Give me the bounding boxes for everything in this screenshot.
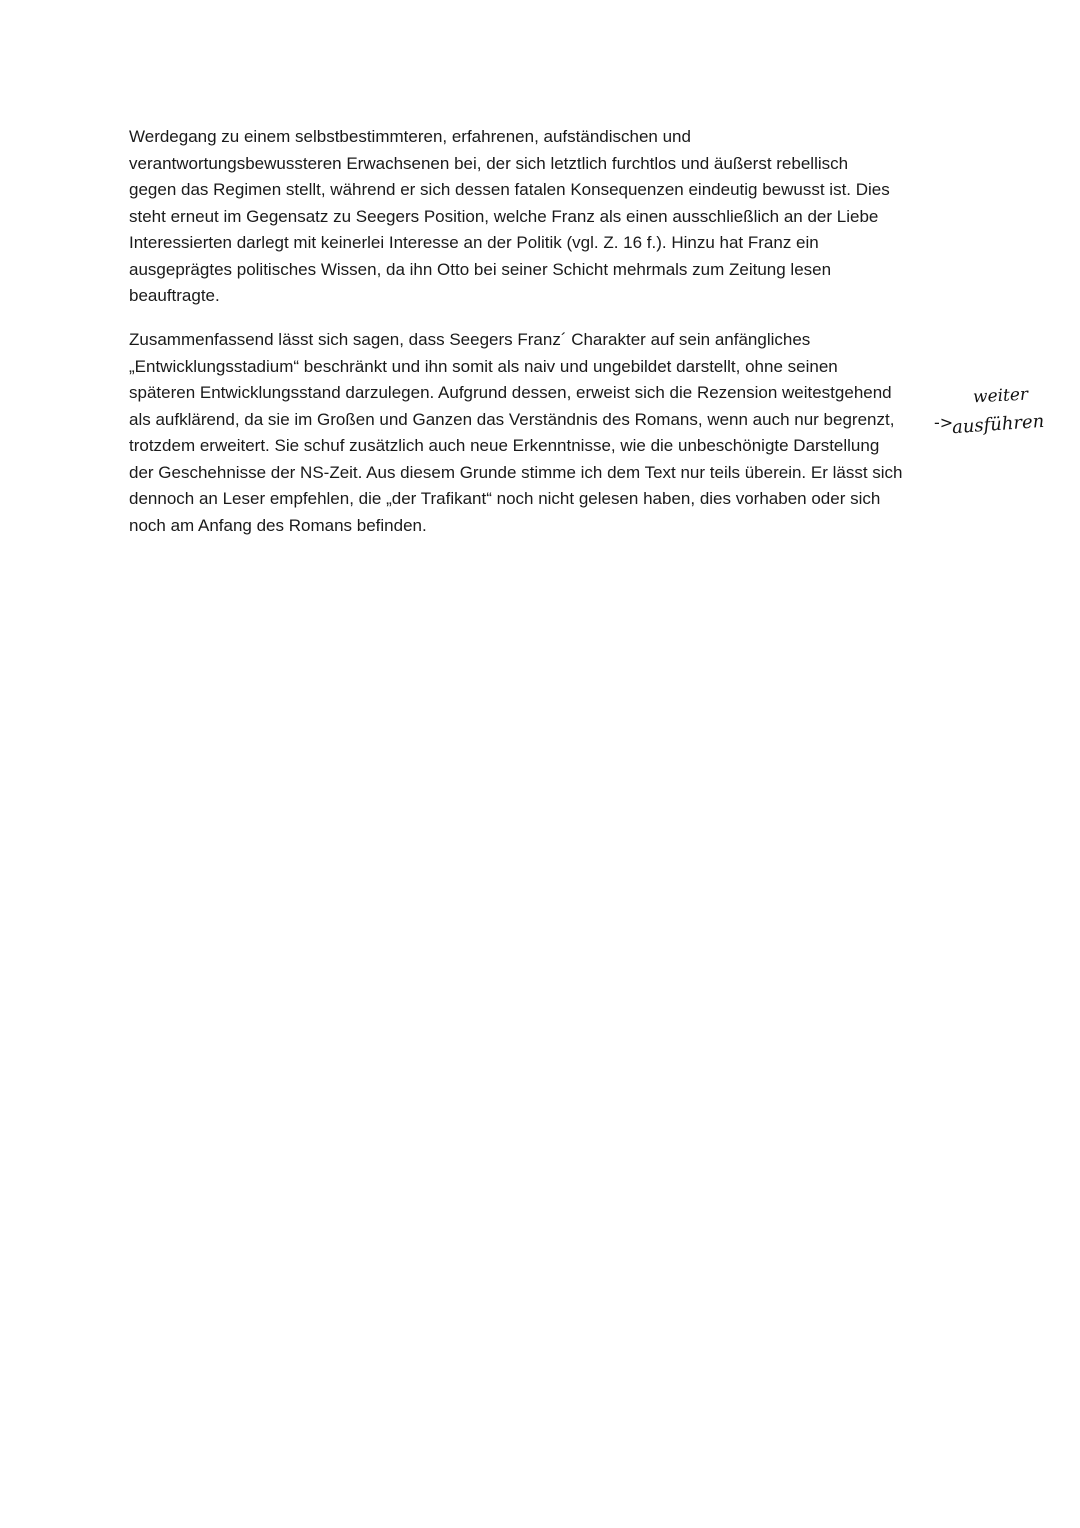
text-line: Interessierten darlegt mit keinerlei Interesse an der Politik (vgl. Z. 16 f.). Hinzu hat Franz ein bbox=[129, 233, 819, 252]
text-line: ausgeprägtes politisches Wissen, da ihn Otto bei seiner Schicht mehrmals zum Zeitung lesen bbox=[129, 259, 832, 279]
margin-note-line-1: weiter bbox=[972, 384, 1029, 408]
text-line: verantwortungsbewussteren Erwachsenen bei, der sich letztlich furchtlos und äußerst rebellisch bbox=[129, 153, 849, 173]
text-line: dennoch an Leser empfehlen, die „der Trafikant“ noch nicht gelesen haben, dies vorhaben oder sich bbox=[129, 489, 881, 508]
text-line: noch am Anfang des Romans befinden. bbox=[129, 515, 427, 535]
text-line: späteren Entwicklungsstand darzulegen. Aufgrund dessen, erweist sich die Rezension weitestgehend bbox=[129, 383, 892, 402]
text-line: Zusammenfassend lässt sich sagen, dass Seegers Franz´ Charakter auf sein anfängliches bbox=[129, 330, 811, 349]
text-line: beauftragte. bbox=[129, 286, 220, 305]
text-line: gegen das Regimen stellt, während er sich dessen fatalen Konsequenzen eindeutig bewusst ist. Dies bbox=[129, 180, 890, 199]
margin-note-line-2: ausführen bbox=[951, 410, 1045, 439]
text-line: als aufklärend, da sie im Großen und Ganzen das Verständnis des Romans, wenn auch nur begrenzt, bbox=[129, 409, 895, 429]
paragraph-2 bbox=[129, 327, 969, 539]
arrow-icon: -> bbox=[934, 413, 954, 432]
text-line: „Entwicklungsstadium“ beschränkt und ihn somit als naiv und ungebildet darstellt, ohne seinen bbox=[129, 356, 838, 376]
text-line: trotzdem erweitert. Sie schuf zusätzlich auch neue Erkenntnisse, wie die unbeschönigte Darstellung bbox=[129, 436, 880, 455]
text-line: der Geschehnisse der NS-Zeit. Aus diesem Grunde stimme ich dem Text nur teils überein. Er lässt sich bbox=[129, 462, 903, 482]
paragraph-1 bbox=[129, 124, 969, 310]
text-line: Werdegang zu einem selbstbestimmteren, erfahrenen, aufständischen und bbox=[129, 127, 691, 146]
text-line: steht erneut im Gegensatz zu Seegers Position, welche Franz als einen ausschließlich an der Liebe bbox=[129, 206, 879, 226]
